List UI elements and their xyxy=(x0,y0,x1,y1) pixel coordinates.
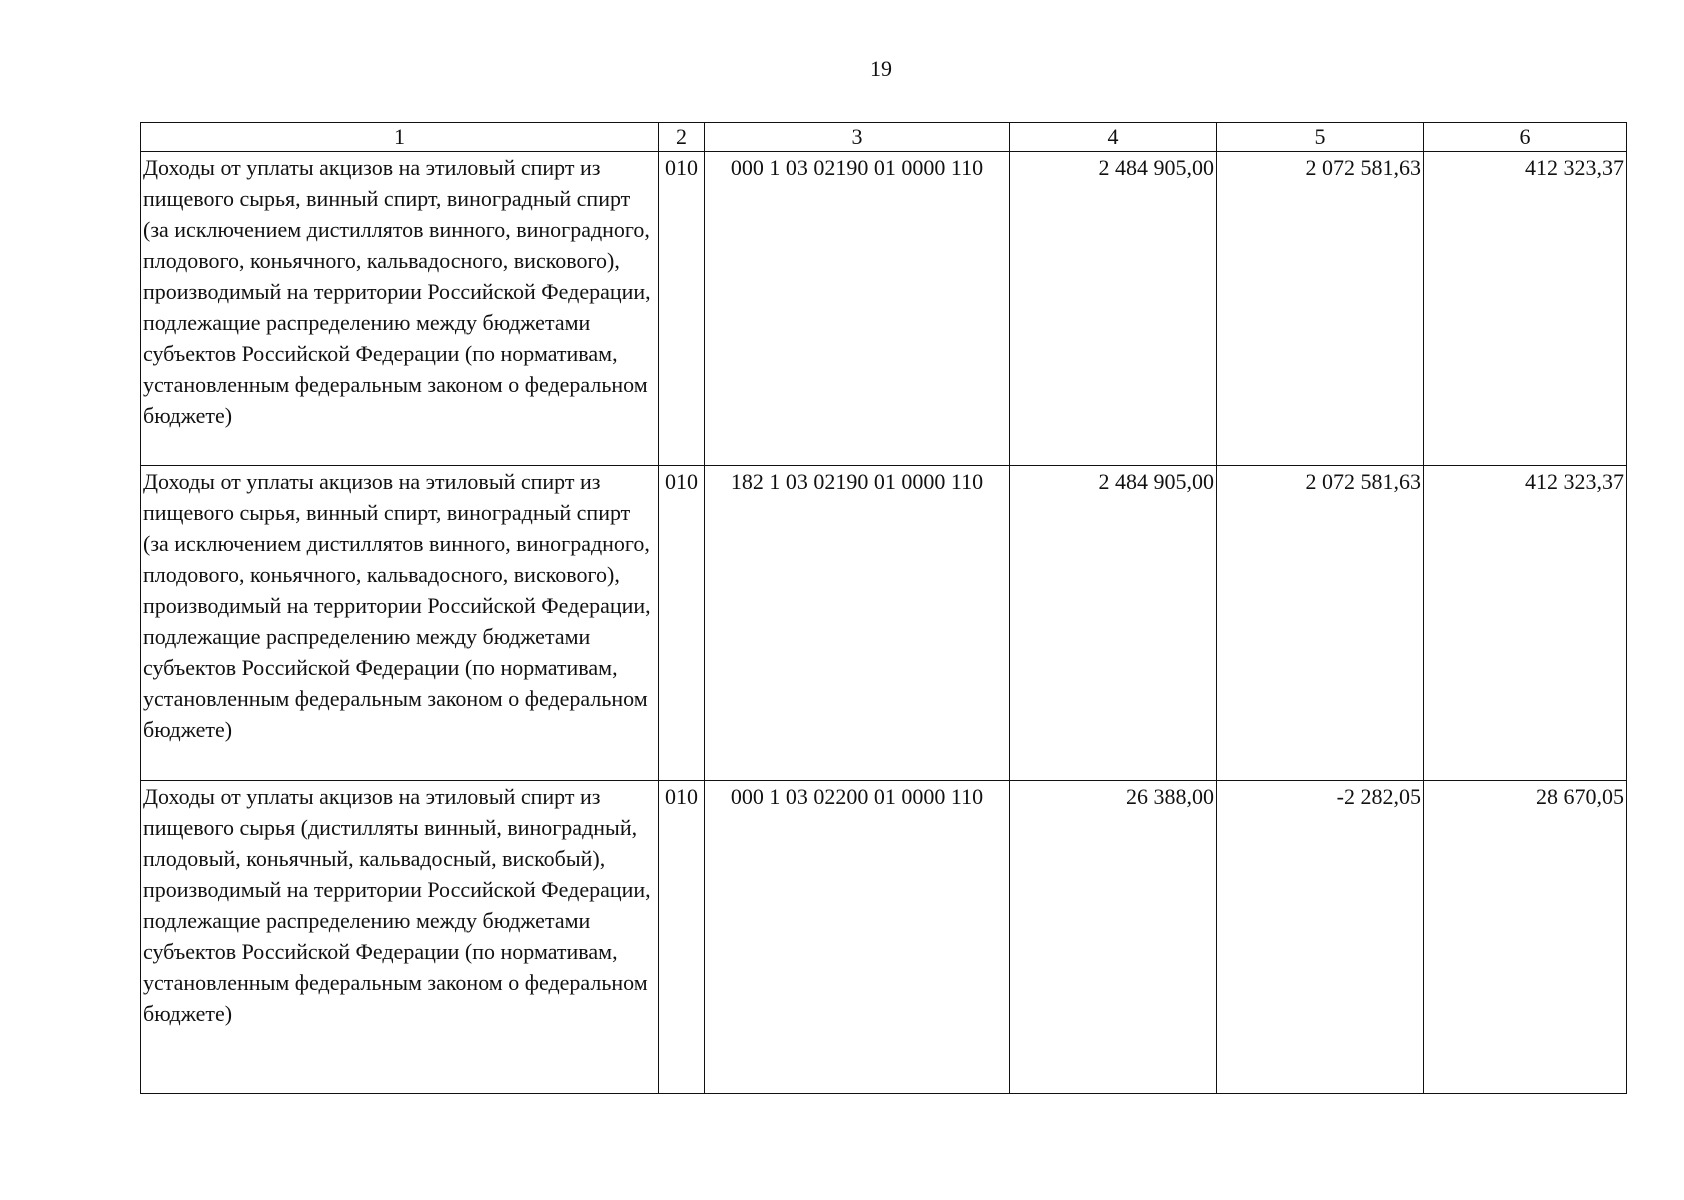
amount-col4-cell: 2 484 905,00 xyxy=(1010,152,1217,466)
amount-col6-cell: 28 670,05 xyxy=(1424,781,1627,1094)
amount-col6-cell: 412 323,37 xyxy=(1424,152,1627,466)
budget-code-cell: 000 1 03 02200 01 0000 110 xyxy=(705,781,1010,1094)
header-cell-1: 1 xyxy=(141,123,659,152)
page-number: 19 xyxy=(870,56,892,81)
table-row xyxy=(141,152,1627,466)
header-cell-3: 3 xyxy=(705,123,1010,152)
table-row xyxy=(141,781,1627,1094)
income-name-cell: Доходы от уплаты акцизов на этиловый спирт из пищевого сырья, винный спирт, виноградный спирт (за исключением дистиллятов винного, виноградного, плодового, коньячного, кальвадосного, вискового), производимый на территории Российской Федерации, подлежащие распределению между бюджетами субъектов Российской Федерации (по нормативам, установленным федеральным законом о федеральном бюджете) xyxy=(141,466,659,781)
income-name-cell: Доходы от уплаты акцизов на этиловый спирт из пищевого сырья (дистилляты винный, виноградный, плодовый, коньячный, кальвадосный, вискобый), производимый на территории Российской Федерации, подлежащие распределению между бюджетами субъектов Российской Федерации (по нормативам, установленным федеральным законом о федеральном бюджете) xyxy=(141,781,659,1094)
table-header-row xyxy=(141,123,1627,152)
amount-col4-cell: 26 388,00 xyxy=(1010,781,1217,1094)
admin-code-cell: 010 xyxy=(659,781,705,1094)
admin-code-cell: 010 xyxy=(659,152,705,466)
amount-col4-cell: 2 484 905,00 xyxy=(1010,466,1217,781)
header-cell-5: 5 xyxy=(1217,123,1424,152)
budget-code-cell: 000 1 03 02190 01 0000 110 xyxy=(705,152,1010,466)
amount-col6-cell: 412 323,37 xyxy=(1424,466,1627,781)
table-row xyxy=(141,466,1627,781)
amount-col5-cell: 2 072 581,63 xyxy=(1217,466,1424,781)
header-cell-2: 2 xyxy=(659,123,705,152)
header-cell-6: 6 xyxy=(1424,123,1627,152)
amount-col5-cell: -2 282,05 xyxy=(1217,781,1424,1094)
admin-code-cell: 010 xyxy=(659,466,705,781)
budget-code-cell: 182 1 03 02190 01 0000 110 xyxy=(705,466,1010,781)
income-name-cell: Доходы от уплаты акцизов на этиловый спирт из пищевого сырья, винный спирт, виноградный спирт (за исключением дистиллятов винного, виноградного, плодового, коньячного, кальвадосного, вискового), производимый на территории Российской Федерации, подлежащие распределению между бюджетами субъектов Российской Федерации (по нормативам, установленным федеральным законом о федеральном бюджете) xyxy=(141,152,659,466)
budget-table xyxy=(140,122,1627,1094)
amount-col5-cell: 2 072 581,63 xyxy=(1217,152,1424,466)
header-cell-4: 4 xyxy=(1010,123,1217,152)
